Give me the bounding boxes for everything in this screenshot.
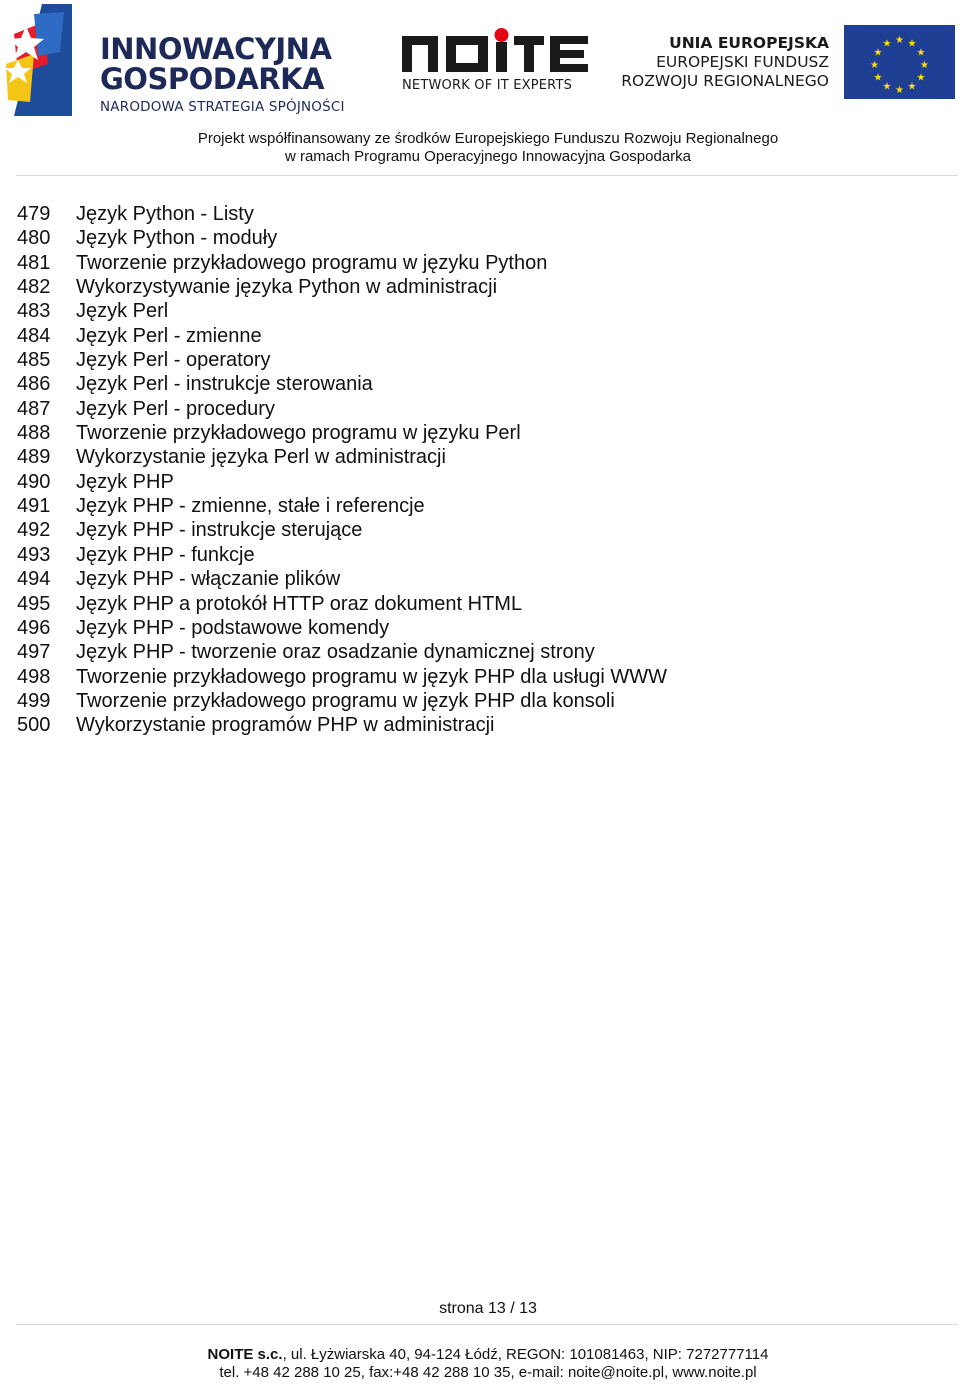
topic-row <box>0 713 960 737</box>
topic-row <box>0 324 960 348</box>
footer-address: , ul. Łyżwiarska 40, 94-124 Łódź, REGON: 101081463, NIP: 7272777114 <box>282 1346 769 1363</box>
topic-row <box>0 275 960 299</box>
svg-text:★: ★ <box>907 38 917 50</box>
topic-title: Język PHP <box>76 470 174 493</box>
topic-row <box>0 372 960 396</box>
topic-title: Język Python - moduły <box>76 227 278 250</box>
topic-number: 498 <box>17 665 51 688</box>
topic-number: 492 <box>17 519 51 542</box>
topic-title: Język PHP - funkcje <box>76 543 255 566</box>
topic-title: Tworzenie przykładowego programu w języku Python <box>76 251 548 274</box>
topic-row <box>0 421 960 445</box>
topic-row <box>0 616 960 640</box>
topic-title: Język Perl - operatory <box>76 349 271 372</box>
noite-logo <box>402 28 588 96</box>
ig-logo-line2: GOSPODARKA <box>100 62 325 96</box>
topic-number: 499 <box>17 689 51 712</box>
topic-list <box>0 202 960 738</box>
topic-row <box>0 689 960 713</box>
topic-row <box>0 202 960 226</box>
svg-text:★: ★ <box>873 47 883 59</box>
topic-row <box>0 226 960 250</box>
eu-logo-text <box>621 34 829 91</box>
topic-row <box>0 445 960 469</box>
topic-number: 485 <box>17 349 51 372</box>
topic-number: 495 <box>17 592 51 615</box>
topic-number: 487 <box>17 397 51 420</box>
svg-text:★: ★ <box>895 85 904 96</box>
topic-row <box>0 640 960 664</box>
eu-logo-line1: UNIA EUROPEJSKA <box>669 34 829 52</box>
topic-title: Język Perl <box>76 300 169 323</box>
footer-address-line <box>0 1346 960 1364</box>
svg-text:★: ★ <box>895 35 904 46</box>
topic-title: Wykorzystanie języka Perl w administracji <box>76 446 446 469</box>
topic-title: Tworzenie przykładowego programu w język PHP dla konsoli <box>76 689 615 712</box>
footer-divider <box>16 1324 958 1325</box>
topic-title: Wykorzystanie programów PHP w administracji <box>76 714 495 737</box>
topic-number: 488 <box>17 422 51 445</box>
cofinancing-note <box>0 130 960 166</box>
topic-title: Język Python - Listy <box>76 203 254 225</box>
topic-title: Język PHP - tworzenie oraz osadzanie dynamicznej strony <box>76 641 595 664</box>
page-footer <box>0 1346 960 1382</box>
topic-number: 497 <box>17 641 51 664</box>
page-header <box>0 0 960 178</box>
noite-wordmark <box>402 28 588 74</box>
topic-number: 484 <box>17 324 51 347</box>
topic-title: Tworzenie przykładowego programu w język PHP dla usługi WWW <box>76 665 667 688</box>
topic-row <box>0 592 960 616</box>
topic-row <box>0 665 960 689</box>
topic-title: Język PHP a protokół HTTP oraz dokument HTML <box>76 592 523 615</box>
ig-logo-line1: INNOWACYJNA <box>100 32 332 66</box>
svg-text:★: ★ <box>882 38 892 50</box>
topic-title: Język Perl - procedury <box>76 397 275 420</box>
topic-row <box>0 518 960 542</box>
topic-number: 483 <box>17 300 51 323</box>
topic-row <box>0 251 960 275</box>
topic-row <box>0 543 960 567</box>
topic-row <box>0 299 960 323</box>
svg-text:★: ★ <box>920 60 929 71</box>
topic-row <box>0 494 960 518</box>
topic-row <box>0 348 960 372</box>
topic-title: Tworzenie przykładowego programu w języku Perl <box>76 422 521 445</box>
topic-row <box>0 397 960 421</box>
topic-number: 493 <box>17 543 51 566</box>
svg-text:★: ★ <box>882 81 892 93</box>
star-emblem-icon <box>4 4 94 116</box>
noite-tagline: NETWORK OF IT EXPERTS <box>402 78 573 93</box>
topic-number: 491 <box>17 495 51 518</box>
topic-number: 494 <box>17 568 51 591</box>
topic-number: 480 <box>17 227 51 250</box>
eu-logo-line3: ROZWOJU REGIONALNEGO <box>621 72 829 90</box>
eu-flag-icon <box>844 25 955 99</box>
topic-title: Język PHP - włączanie plików <box>76 568 341 591</box>
noite-red-dot <box>495 28 509 42</box>
svg-text:★: ★ <box>916 47 926 59</box>
cofinancing-line1: Projekt współfinansowany ze środków Europejskiego Funduszu Rozwoju Regionalnego <box>197 130 779 147</box>
footer-contact: tel. +48 42 288 10 25, fax:+48 42 288 10 35, e-mail: noite@noite.pl, www.noite.pl <box>219 1364 757 1381</box>
topic-title: Język PHP - podstawowe komendy <box>76 616 390 639</box>
topic-number: 500 <box>17 714 51 737</box>
footer-company: NOITE s.c. <box>207 1346 283 1363</box>
topic-number: 482 <box>17 276 51 299</box>
topic-number: 479 <box>17 203 51 225</box>
svg-text:★: ★ <box>870 60 879 71</box>
topic-number: 496 <box>17 616 51 639</box>
ig-logo-line3: NARODOWA STRATEGIA SPÓJNOŚCI <box>100 99 345 115</box>
topic-number: 486 <box>17 373 51 396</box>
svg-text:★: ★ <box>916 72 926 84</box>
topic-number: 490 <box>17 470 51 493</box>
topic-title: Język Perl - zmienne <box>76 324 262 347</box>
topic-row <box>0 470 960 494</box>
topic-title: Język PHP - zmienne, stałe i referencje <box>76 495 425 518</box>
eu-logo-line2: EUROPEJSKI FUNDUSZ <box>656 53 829 71</box>
cofinancing-line2: w ramach Programu Operacyjnego Innowacyjna Gospodarka <box>284 148 692 165</box>
topic-title: Wykorzystywanie języka Python w administracji <box>76 276 498 299</box>
innowacyjna-gospodarka-logo <box>4 4 349 116</box>
topic-number: 489 <box>17 446 51 469</box>
topic-number: 481 <box>17 251 51 274</box>
page-number: strona 13 / 13 <box>439 1300 537 1317</box>
header-divider <box>16 175 958 176</box>
topic-title: Język PHP - instrukcje sterujące <box>76 519 363 542</box>
svg-text:★: ★ <box>873 72 883 84</box>
svg-text:★: ★ <box>907 81 917 93</box>
topic-row <box>0 567 960 591</box>
topic-title: Język Perl - instrukcje sterowania <box>76 373 373 396</box>
